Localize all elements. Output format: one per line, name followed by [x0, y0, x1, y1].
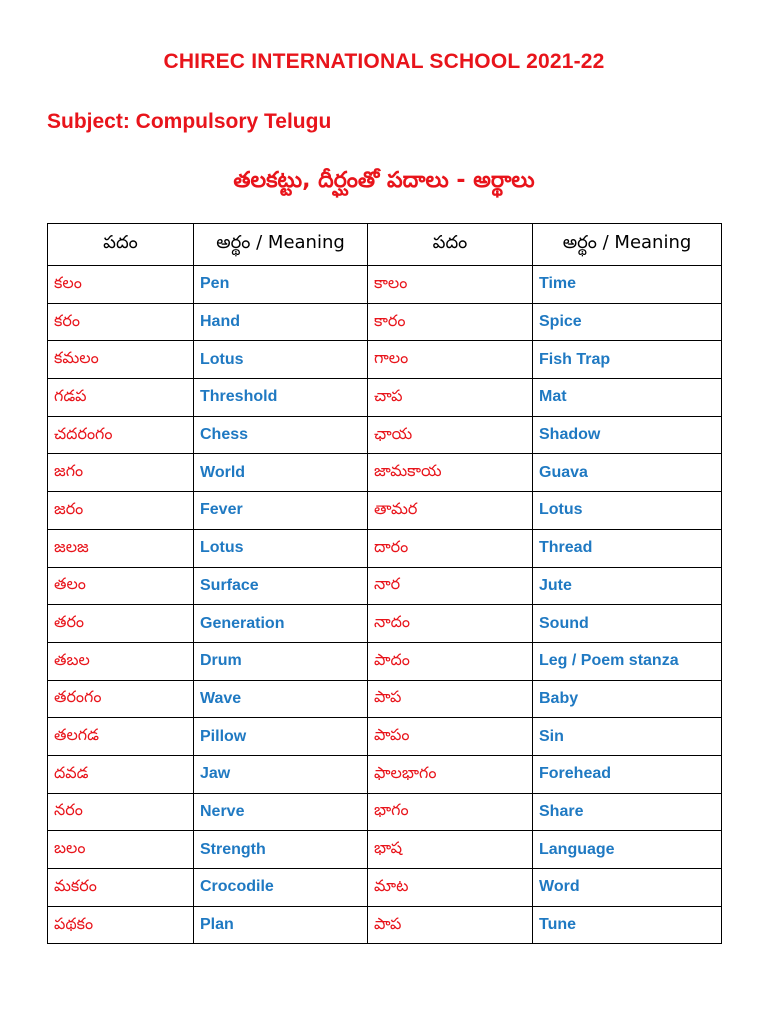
table-row — [48, 567, 722, 605]
table-row — [48, 454, 722, 492]
telugu-word-cell: కలం — [48, 266, 194, 304]
telugu-word-cell: తరం — [48, 605, 194, 643]
english-meaning-cell: Lotus — [194, 341, 368, 379]
telugu-word-cell: చాప — [368, 379, 533, 417]
telugu-word-cell: తరంగం — [48, 680, 194, 718]
telugu-word-cell: బలం — [48, 831, 194, 869]
telugu-word-cell: జగం — [48, 454, 194, 492]
english-meaning-cell: Mat — [533, 379, 722, 417]
english-meaning-cell: Language — [533, 831, 722, 869]
english-meaning-cell: Wave — [194, 680, 368, 718]
english-meaning-cell: Tune — [533, 906, 722, 944]
english-meaning-cell: Time — [533, 266, 722, 304]
table-row — [48, 266, 722, 304]
table-row — [48, 341, 722, 379]
telugu-word-cell: పాపం — [368, 718, 533, 756]
telugu-word-cell: మకరం — [48, 869, 194, 907]
table-row — [48, 869, 722, 907]
table-row — [48, 906, 722, 944]
english-meaning-cell: Drum — [194, 642, 368, 680]
telugu-word-cell: నార — [368, 567, 533, 605]
english-meaning-cell: Chess — [194, 416, 368, 454]
english-meaning-cell: Thread — [533, 529, 722, 567]
telugu-word-cell: ఛాయ — [368, 416, 533, 454]
school-title: CHIREC INTERNATIONAL SCHOOL 2021-22 — [163, 50, 605, 73]
table-row — [48, 831, 722, 869]
table-row — [48, 605, 722, 643]
column-header-word-1: పదం — [48, 224, 194, 266]
column-header-word-2: పదం — [368, 224, 533, 266]
table-row — [48, 718, 722, 756]
english-meaning-cell: Surface — [194, 567, 368, 605]
table-row — [48, 416, 722, 454]
english-meaning-cell: Nerve — [194, 793, 368, 831]
english-meaning-cell: Baby — [533, 680, 722, 718]
vocabulary-table — [47, 223, 722, 944]
telugu-word-cell: జలజ — [48, 529, 194, 567]
english-meaning-cell: Jute — [533, 567, 722, 605]
telugu-word-cell: భాగం — [368, 793, 533, 831]
english-meaning-cell: Crocodile — [194, 869, 368, 907]
table-row — [48, 680, 722, 718]
telugu-word-cell: జామకాయ — [368, 454, 533, 492]
telugu-word-cell: ఫాలభాగం — [368, 755, 533, 793]
english-meaning-cell: Spice — [533, 303, 722, 341]
english-meaning-cell: Hand — [194, 303, 368, 341]
english-meaning-cell: Sin — [533, 718, 722, 756]
table-row — [48, 755, 722, 793]
telugu-word-cell: దారం — [368, 529, 533, 567]
english-meaning-cell: World — [194, 454, 368, 492]
table-row — [48, 492, 722, 530]
english-meaning-cell: Lotus — [194, 529, 368, 567]
english-meaning-cell: Lotus — [533, 492, 722, 530]
telugu-word-cell: చదరంగం — [48, 416, 194, 454]
english-meaning-cell: Fever — [194, 492, 368, 530]
english-meaning-cell: Pillow — [194, 718, 368, 756]
telugu-word-cell: తామర — [368, 492, 533, 530]
english-meaning-cell: Pen — [194, 266, 368, 304]
telugu-word-cell: తలగడ — [48, 718, 194, 756]
english-meaning-cell: Share — [533, 793, 722, 831]
telugu-word-cell: పాదం — [368, 642, 533, 680]
english-meaning-cell: Generation — [194, 605, 368, 643]
telugu-word-cell: తలం — [48, 567, 194, 605]
english-meaning-cell: Shadow — [533, 416, 722, 454]
english-meaning-cell: Forehead — [533, 755, 722, 793]
subject-line: Subject: Compulsory Telugu — [47, 110, 332, 133]
telugu-word-cell: పాప — [368, 680, 533, 718]
english-meaning-cell: Fish Trap — [533, 341, 722, 379]
telugu-word-cell: గడప — [48, 379, 194, 417]
telugu-word-cell: మాట — [368, 869, 533, 907]
english-meaning-cell: Threshold — [194, 379, 368, 417]
telugu-word-cell: గాలం — [368, 341, 533, 379]
telugu-word-cell: కారం — [368, 303, 533, 341]
english-meaning-cell: Word — [533, 869, 722, 907]
english-meaning-cell: Jaw — [194, 755, 368, 793]
table-row — [48, 642, 722, 680]
telugu-word-cell: కమలం — [48, 341, 194, 379]
telugu-word-cell: నాదం — [368, 605, 533, 643]
telugu-word-cell: భాష — [368, 831, 533, 869]
table-header-row — [48, 224, 722, 266]
table-row — [48, 529, 722, 567]
telugu-word-cell: జరం — [48, 492, 194, 530]
english-meaning-cell: Guava — [533, 454, 722, 492]
column-header-meaning-2: అర్థం / Meaning — [533, 224, 722, 266]
telugu-word-cell: తబల — [48, 642, 194, 680]
telugu-word-cell: దవడ — [48, 755, 194, 793]
telugu-word-cell: నరం — [48, 793, 194, 831]
telugu-word-cell: కాలం — [368, 266, 533, 304]
english-meaning-cell: Strength — [194, 831, 368, 869]
table-row — [48, 303, 722, 341]
table-body — [48, 266, 722, 944]
english-meaning-cell: Plan — [194, 906, 368, 944]
telugu-word-cell: కరం — [48, 303, 194, 341]
worksheet-heading: తలకట్టు, దీర్ఘంతో పదాలు - అర్థాలు — [233, 168, 535, 193]
english-meaning-cell: Sound — [533, 605, 722, 643]
table-row — [48, 379, 722, 417]
table-row — [48, 793, 722, 831]
english-meaning-cell: Leg / Poem stanza — [533, 642, 722, 680]
telugu-word-cell: పథకం — [48, 906, 194, 944]
column-header-meaning-1: అర్థం / Meaning — [194, 224, 368, 266]
telugu-word-cell: పాప — [368, 906, 533, 944]
